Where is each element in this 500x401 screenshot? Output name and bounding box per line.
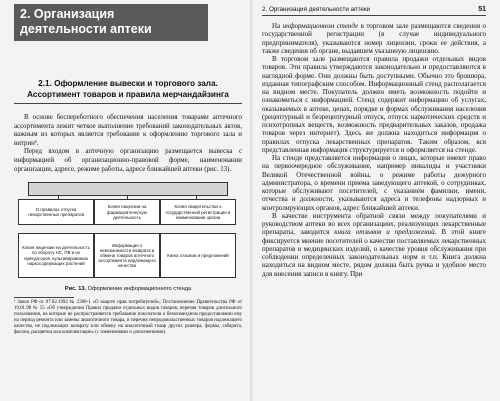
diagram-box: Копия свидетельства о государственной регистрации и наименовании органа: [160, 199, 236, 225]
section-title: 2.1. Оформление вывески и торгового зала. Ассортимент товаров и правила мерчандайзинга: [14, 79, 242, 104]
running-head-title: 2. Организация деятельности аптеки: [262, 6, 371, 13]
paragraph: На информационном стенде в торговом зале размещаются сведения о государственной регистрации (в случае индивидуального предпринимателя), указываются номер лицензии, сроки ее действия, а также сведения об органе, выдавшем указанную лицензию.: [262, 22, 486, 55]
diagram-box: Копия лицензии на деятельность по обороту НС, ПВ и их прекурсоров, культивированию наркосодержащих растений: [18, 233, 94, 278]
caption-text: Оформление информационного стенда: [87, 286, 192, 293]
figure-caption: [14, 286, 242, 293]
diagram-box: Копия лицензии на фармацевтическую деятельность: [94, 199, 160, 225]
diagram-box: О правилах отпуска лекарственных препаратов: [18, 199, 94, 225]
emphasis: книга отзывов и предложений.: [334, 228, 437, 237]
paragraph: В основе беспереботного обеспечения населения товарами аптечного ассортимента лежит четкое выполнение требований законодательных актов, важным из которых является требование к оформлению торгового зала и витрин¹.: [14, 114, 242, 147]
paragraph: Перед входом в аптечную организацию размещается вывеска с информацией об организационно-правовой форме, наименовании организации, адресе, режиме работы, адресе ближайшей аптеки (рис. 13).: [14, 148, 242, 173]
diagram-box: Информация о невозможности возврата и обмена товаров аптечного ассортимента надлежащего качества: [94, 233, 160, 278]
right-page: [252, 0, 500, 401]
footnote: ¹ Закон РФ от 07.02.1992 № 2300-1 «О защите прав потребителей»; Постановление Правительства РФ от 19.01.98 № 55 «Об утверждении Правил продажи отдельных видов товаров, перечня товаров длительного пользования, на которые не распространяется требование покупателя о безвозмездном предоставлении ему на период ремонта или замены аналогичного товара, и перечня непродовольственных товаров надлежащего качества, не подлежащих возврату или обмену на аналогичный товар других размера, формы, габарита, фасона, расцветки или комплектации» (с изменениями и дополнениями).: [14, 300, 242, 336]
running-head: [262, 6, 486, 16]
footnote-rule: [14, 297, 74, 298]
paragraph: В торговом зале размещаются правила продажи отдельных видов товаров. Эти правила утверждаются законодательно и предоставляются в наглядной форме. Они должны быть доступными. Обычно это брошюра, изданная типографским способом. Информационный стенд располагается на видном месте. Покупатель должен иметь возможность подойти и ознакомиться с информацией. Стенд содержит информацию об услугах, оказываемых в аптеке, ценах, порядке и формах обслуживания населения (рецептурный и безрецептурный отпуск, отпуск наркотических средств и психотропных веществ, возможность предварительных заказов, продажа товаров через интернет). Здесь же должна находиться информация о правилах отпуска лекарственных препаратов. Таким образом, вся представленная информация структурируется и оформляется на стенде.: [262, 55, 486, 154]
info-stand-diagram: [14, 182, 240, 282]
emphasis: информационном стенде: [282, 22, 359, 30]
stand-header-bar: [28, 182, 228, 196]
page-number: 51: [478, 6, 486, 13]
chapter-title: 2. Организация деятельности аптеки: [14, 4, 208, 41]
paragraph: В качестве инструмента обратной связи между покупателями и руководством аптеки во всех организациях, реализующих лекарственные препараты, заводится книга отзывов и предложений. В этой книге фиксируется мнение посетителей о качестве поставляемых лекарственных препаратов и медицинских изделий, о качестве уровня обслуживания при соблюдении определенных законодательных норм и т.п. Книга должна находиться на видном месте, рядом должна быть ручка и удобное место для внесения записи в книгу. При: [262, 211, 486, 278]
caption-label: Рис. 13.: [64, 286, 87, 293]
paragraph: На стенде представляется информация о лицах, которые имеют право на первоочередное обслуживание, например инвалиды и участники Великой Отечественной войны, о режиме работы дежурного администратора, о времени приема заведующего аптекой, о сотрудниках, которые обслуживают посетителей, с указанием фамилии, имени, отчества и должности, указываются адреса и телефоны надзорных и контролирующих органов, адрес ближайшей аптеки.: [262, 154, 486, 212]
diagram-box: Книга отзывов и предложений: [160, 233, 236, 278]
